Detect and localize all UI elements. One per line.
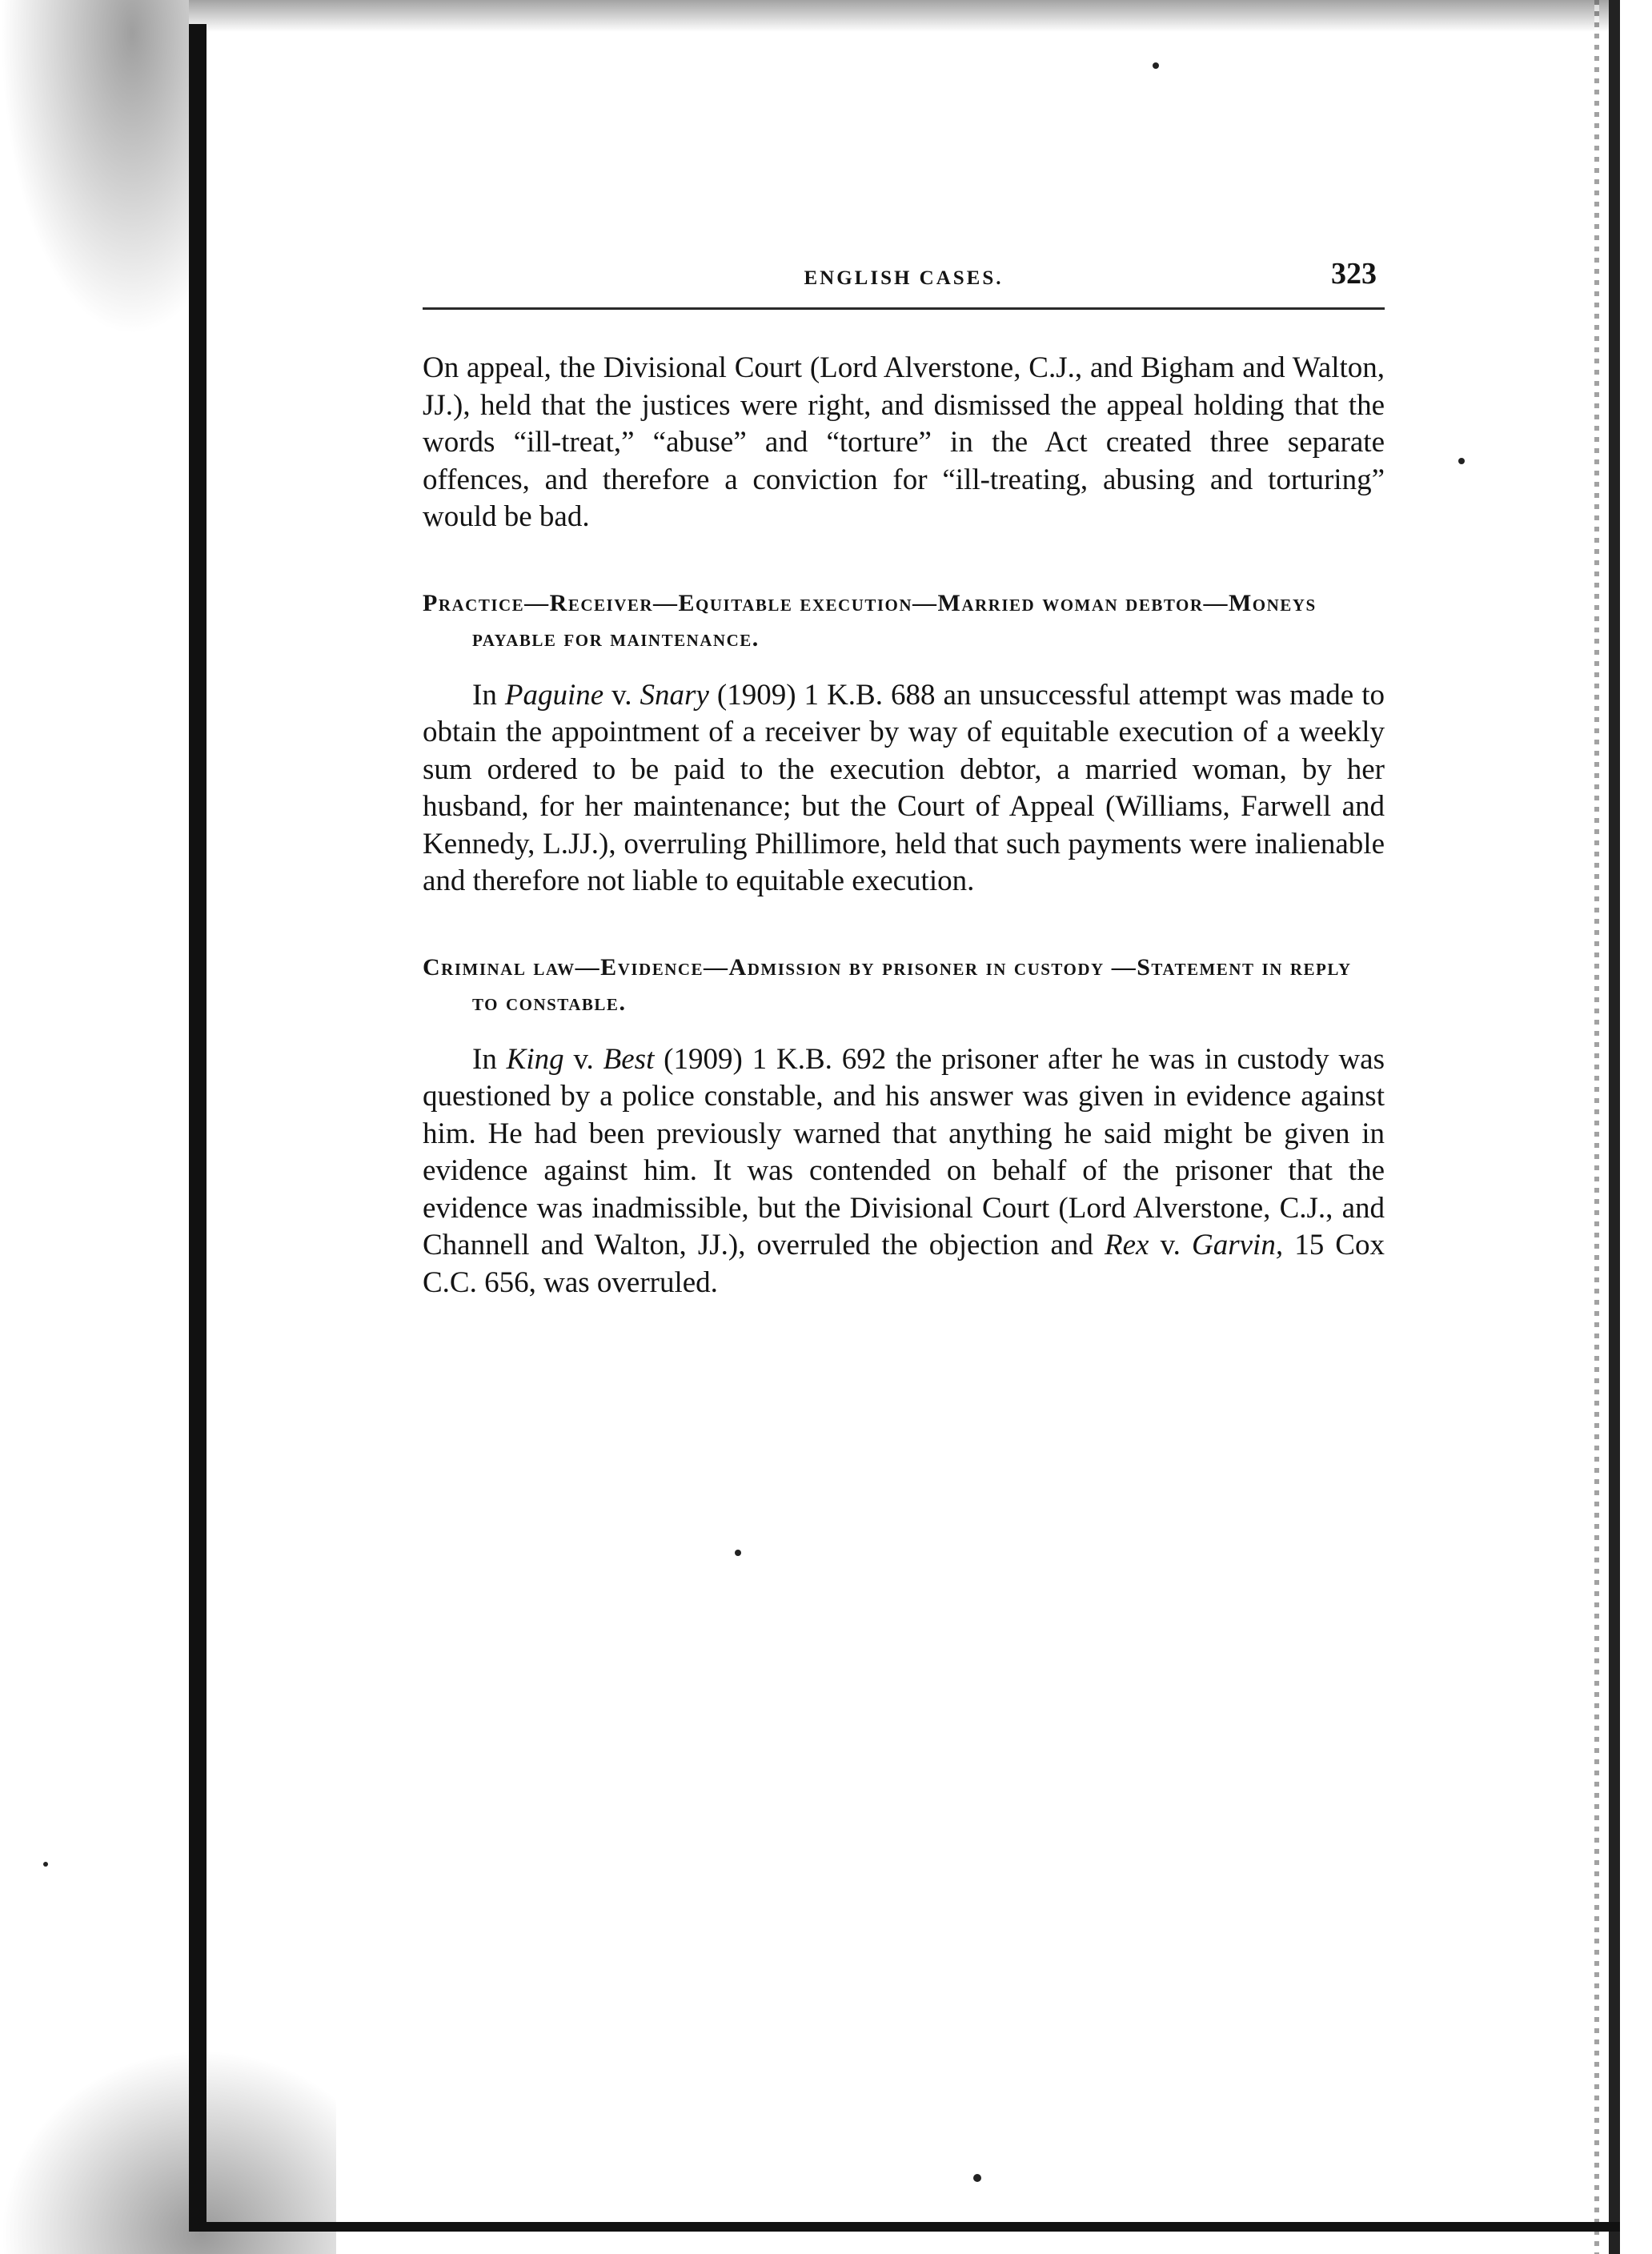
lead-text: In (472, 1042, 507, 1076)
running-title: ENGLISH CASES. (804, 267, 1004, 289)
scan-speck (43, 1862, 48, 1867)
page-number: 323 (1331, 257, 1377, 291)
body-text: (1909) 1 K.B. 692 the prisoner after he was in custody was questioned by a police constable, and his answer was given in evidence against him. He had been previously warned that anything he said might be given in evidence against him. It was contended on behalf of the prisoner that the evidence was inadmissible, but the Divisional Court (Lord Alverstone, C.J., and Channell and Walton, JJ.), overruled the objection and (423, 1042, 1385, 1261)
scan-shadow-top-left (0, 0, 189, 336)
scan-speck (1458, 458, 1465, 464)
versus: v. (1149, 1229, 1193, 1261)
section-1-body (423, 677, 1385, 900)
scan-right-perforation (1594, 0, 1599, 2254)
case-name: Snary (640, 678, 709, 712)
body-text: (1909) 1 K.B. 688 an unsuccessful attempt was made to obtain the appointment of a receiver by way of equitable execution of a weekly sum ordered to be paid to the execution debtor, a married woman, by her husband, for her maintenance; but the Court of Appeal (Williams, Farwell and Kennedy, L.JJ.), overruling Phillimore, held that such payments were inalienable and therefore not liable to equitable execution. (423, 678, 1385, 897)
section-1-heading: Practice—Receiver—Equitable execution—Married woman debtor—Moneys payable for maintenance. (423, 589, 1317, 652)
case-name: Best (603, 1042, 655, 1076)
scan-right-edge (1609, 0, 1620, 2254)
scan-top-edge (189, 0, 1614, 32)
scan-left-edge (189, 24, 206, 2227)
paragraph-1: On appeal, the Divisional Court (Lord Alverstone, C.J., and Bigham and Walton, JJ.), held that the justices were right, and dismissed the appeal holding that the words “ill-treat,” “abuse” and “torture” in the Act created three separate offences, and therefore a conviction for “ill-treating, abusing and torturing” would be bad. (423, 351, 1385, 533)
document-page (423, 256, 1385, 1301)
scan-speck (735, 1550, 741, 1556)
versus: v. (563, 1042, 603, 1076)
header-rule (423, 307, 1385, 310)
scan-bottom-edge (189, 2222, 1620, 2232)
body-text: 15 Cox C.C. 656, was overruled. (423, 1229, 1385, 1299)
case-name: Paguine (504, 678, 604, 712)
lead-text: In (472, 678, 505, 712)
section-2-body (423, 1041, 1385, 1302)
case-name: Rex (1105, 1229, 1149, 1261)
scan-speck (1153, 62, 1159, 69)
section-2-heading: Criminal law—Evidence—Admission by prisoner in custody —Statement in reply to constable. (423, 953, 1352, 1016)
running-head (423, 256, 1385, 301)
versus: v. (603, 678, 640, 712)
scan-speck (973, 2174, 981, 2182)
case-name: Garvin, (1192, 1229, 1284, 1261)
case-name: King (506, 1042, 564, 1076)
